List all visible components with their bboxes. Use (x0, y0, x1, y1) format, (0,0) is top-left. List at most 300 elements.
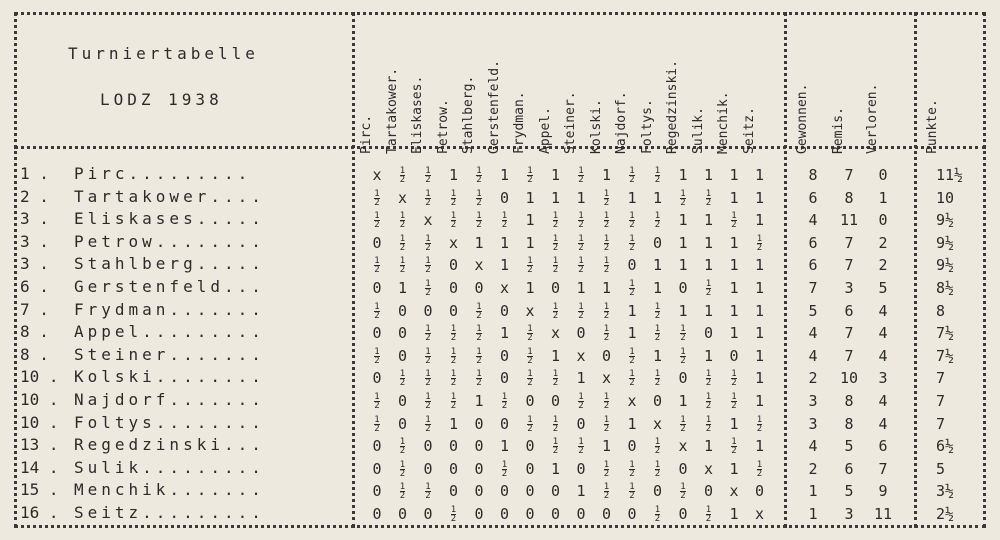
half-point-glyph: $\frac{1}{2}$ (399, 437, 406, 457)
result-cell: 0 (678, 505, 688, 523)
result-cell: 1 (754, 211, 765, 230)
half-point-glyph: $\frac{1}{2}$ (629, 233, 635, 253)
result-cell: 1 (729, 256, 739, 275)
col-header-opponent-label: Foltys. (639, 99, 655, 154)
half-point-glyph: $\frac{1}{2}$ (476, 301, 482, 321)
result-cell (545, 413, 567, 436)
half-point-glyph: $\frac{1}{2}$ (501, 211, 508, 231)
result-cell (494, 390, 516, 413)
half-point-glyph: $\frac{1}{2}$ (654, 166, 661, 185)
result-cell (596, 232, 618, 255)
result-cell: 1 (703, 256, 714, 275)
result-cell (545, 300, 567, 323)
result-cell: 0 (423, 437, 433, 456)
result-cell: x (372, 166, 382, 184)
player-row (20, 322, 350, 345)
draw-count: 7 (844, 233, 854, 252)
result-cell (443, 367, 465, 390)
draw-count: 5 (844, 482, 854, 501)
result-cell: 0 (499, 346, 510, 365)
result-cell (570, 232, 592, 255)
result-cell (723, 390, 745, 413)
result-cell (596, 254, 618, 277)
lost-count: 11 (873, 505, 893, 523)
result-cell (647, 367, 669, 390)
player-row (20, 390, 350, 413)
result-cell (672, 345, 694, 368)
won-count: 4 (808, 437, 818, 456)
half-point-glyph: $\frac{1}{2}$ (425, 233, 431, 253)
won-count: 2 (808, 459, 818, 478)
result-cell: 0 (397, 324, 408, 343)
half-point-glyph: $\frac{1}{2}$ (450, 369, 457, 389)
lost-count: 4 (878, 301, 888, 320)
result-cell (417, 254, 439, 277)
draw-count: 6 (844, 459, 854, 478)
half-point-glyph: $\frac{1}{2}$ (476, 324, 482, 344)
result-cell (366, 300, 388, 323)
result-cell: 1 (754, 301, 765, 320)
player-row (20, 458, 350, 481)
result-cell (519, 164, 541, 187)
result-cell (596, 458, 618, 481)
result-cell: 0 (372, 505, 382, 523)
result-cell: 1 (729, 233, 739, 252)
half-point-glyph: $\frac{1}{2}$ (705, 279, 712, 298)
draw-count: 10 (839, 369, 859, 388)
half-point-glyph: $\frac{1}{2}$ (705, 188, 712, 208)
result-cell: 0 (423, 505, 433, 523)
result-cell: 0 (474, 437, 484, 456)
result-cell: 1 (729, 188, 739, 207)
lost-count: 0 (878, 211, 888, 230)
half-point-glyph: $\frac{1}{2}$ (731, 392, 737, 411)
result-cell: 1 (703, 301, 714, 320)
lost-count: 4 (878, 324, 888, 343)
player-rank: 3 . (20, 209, 49, 229)
result-cell: 1 (729, 459, 739, 478)
result-cell: 0 (678, 369, 688, 388)
result-cell: 1 (652, 279, 663, 297)
half-point-glyph: $\frac{1}{2}$ (552, 369, 559, 389)
lost-count: 4 (878, 414, 888, 433)
result-cell (468, 367, 490, 390)
result-cell (443, 209, 465, 232)
result-cell (392, 209, 414, 232)
player-rank: 8 . (20, 322, 49, 342)
result-cell (647, 322, 669, 345)
half-point-glyph: $\frac{1}{2}$ (603, 324, 610, 344)
half-point-glyph: $\frac{1}{2}$ (374, 211, 380, 231)
result-cell: 1 (754, 188, 765, 207)
result-cell (672, 413, 694, 436)
half-point-glyph: $\frac{1}{2}$ (450, 346, 457, 366)
player-rank: 10 . (20, 390, 59, 409)
result-cell: 0 (372, 233, 382, 252)
result-cell (621, 164, 643, 187)
result-cell: 0 (678, 459, 688, 478)
draw-count: 8 (844, 392, 854, 410)
half-point-glyph: $\frac{1}{2}$ (731, 211, 737, 231)
half-point-glyph: $\frac{1}{2}$ (552, 437, 559, 457)
half-point-glyph: $\frac{1}{2}$ (731, 437, 737, 457)
half-point-glyph: $\frac{1}{2}$ (527, 256, 533, 276)
points-total: 7½ (936, 346, 955, 365)
result-cell: 0 (499, 369, 510, 388)
points-total: 9½ (936, 211, 955, 230)
half-point-glyph: $\frac{1}{2}$ (527, 166, 533, 185)
result-cell: 1 (678, 166, 688, 184)
result-cell (468, 187, 490, 210)
result-cell: 1 (678, 392, 688, 410)
result-cell (366, 254, 388, 277)
draw-count: 7 (844, 166, 854, 184)
result-cell (366, 209, 388, 232)
half-point-glyph: $\frac{1}{2}$ (374, 256, 380, 276)
player-row (20, 413, 350, 436)
half-point-glyph: $\frac{1}{2}$ (450, 392, 457, 411)
won-count: 3 (808, 414, 818, 433)
col-header-stat (831, 107, 862, 154)
divider-stats (914, 12, 917, 528)
half-point-glyph: $\frac{1}{2}$ (501, 459, 508, 479)
result-cell: 1 (627, 301, 637, 320)
col-header-points-label: Punkte. (925, 99, 940, 154)
player-rank: 2 . (20, 186, 49, 206)
won-count: 6 (808, 233, 818, 252)
result-cell: 0 (397, 505, 408, 523)
result-cell: 1 (729, 279, 739, 297)
result-cell: 1 (499, 437, 510, 456)
result-cell: 1 (576, 482, 586, 501)
result-cell: 1 (525, 279, 535, 297)
result-cell (596, 480, 618, 503)
result-cell (647, 435, 669, 458)
lost-count: 4 (878, 346, 888, 365)
col-header-opponent-label: Menchik. (716, 91, 731, 154)
half-point-glyph: $\frac{1}{2}$ (476, 369, 482, 389)
points-total: 8 (936, 301, 946, 320)
result-cell: 0 (652, 233, 663, 252)
result-cell: 0 (499, 482, 510, 501)
half-point-glyph: $\frac{1}{2}$ (705, 369, 712, 389)
result-cell: 0 (576, 505, 586, 523)
result-cell: x (474, 256, 484, 275)
result-cell: x (754, 505, 765, 523)
half-point-glyph: $\frac{1}{2}$ (374, 301, 380, 321)
result-cell (417, 480, 439, 503)
result-cell: 0 (576, 324, 586, 343)
result-cell (443, 187, 465, 210)
won-count: 6 (808, 188, 818, 207)
points-total: 5 (936, 459, 946, 478)
result-cell (621, 458, 643, 481)
result-cell (749, 458, 771, 481)
result-cell (392, 254, 414, 277)
half-point-glyph: $\frac{1}{2}$ (756, 233, 763, 253)
result-cell (519, 254, 541, 277)
result-cell: 0 (550, 392, 561, 410)
result-cell: 1 (397, 279, 408, 297)
player-name: Kolski........ (74, 367, 265, 387)
player-rank: 14 . (20, 457, 59, 477)
half-point-glyph: $\frac{1}{2}$ (450, 505, 457, 524)
result-cell: 1 (754, 392, 765, 410)
result-cell (723, 435, 745, 458)
col-header-opponent-label: Regedzinski. (665, 60, 680, 154)
half-point-glyph: $\frac{1}{2}$ (578, 301, 584, 321)
draw-count: 3 (844, 279, 854, 297)
result-cell: x (601, 369, 612, 388)
divider-names (352, 12, 355, 528)
half-point-glyph: $\frac{1}{2}$ (399, 166, 406, 185)
result-cell: 0 (576, 459, 586, 478)
result-cell (570, 254, 592, 277)
half-point-glyph: $\frac{1}{2}$ (578, 437, 584, 457)
won-count: 1 (808, 505, 818, 523)
half-point-glyph: $\frac{1}{2}$ (399, 482, 406, 502)
draw-count: 7 (844, 256, 854, 275)
result-cell (698, 390, 720, 413)
result-cell: 1 (576, 188, 586, 207)
half-point-glyph: $\frac{1}{2}$ (425, 369, 431, 389)
col-header-stat-label: Gewonnen. (795, 83, 810, 154)
result-cell: 1 (601, 279, 612, 297)
lost-count: 2 (878, 256, 888, 275)
half-point-glyph: $\frac{1}{2}$ (374, 188, 380, 208)
half-point-glyph: $\frac{1}{2}$ (374, 414, 380, 434)
half-point-glyph: $\frac{1}{2}$ (680, 346, 686, 366)
result-cell (596, 209, 618, 232)
half-point-glyph: $\frac{1}{2}$ (476, 188, 482, 208)
result-cell: 1 (627, 324, 637, 343)
col-header-opponent-label: Frydman. (512, 91, 527, 154)
col-header-stat (795, 83, 826, 154)
result-cell (392, 367, 414, 390)
half-point-glyph: $\frac{1}{2}$ (578, 256, 584, 276)
won-count: 5 (808, 301, 818, 320)
result-cell (417, 413, 439, 436)
half-point-glyph: $\frac{1}{2}$ (705, 414, 712, 434)
result-cell: 1 (525, 233, 535, 252)
result-cell (392, 458, 414, 481)
result-cell: 0 (448, 459, 459, 478)
half-point-glyph: $\frac{1}{2}$ (476, 166, 482, 185)
result-cell (519, 367, 541, 390)
draw-count: 5 (844, 437, 854, 456)
player-row (20, 435, 350, 458)
result-cell: 1 (703, 166, 714, 184)
half-point-glyph: $\frac{1}{2}$ (450, 188, 457, 208)
col-header-opponent-label: Stahlberg. (461, 75, 476, 154)
result-cell: 0 (499, 505, 510, 523)
points-total: 7½ (936, 324, 955, 343)
result-cell (443, 322, 465, 345)
half-point-glyph: $\frac{1}{2}$ (629, 369, 635, 389)
won-count: 3 (808, 392, 818, 410)
result-cell: 0 (627, 437, 637, 456)
lost-count: 4 (878, 392, 888, 410)
half-point-glyph: $\frac{1}{2}$ (552, 301, 559, 321)
result-cell: 0 (525, 392, 535, 410)
half-point-glyph: $\frac{1}{2}$ (629, 211, 635, 231)
player-name: Sulik......... (74, 457, 265, 477)
result-cell (417, 232, 439, 255)
points-total: 6½ (936, 437, 955, 456)
result-cell: 1 (499, 324, 510, 343)
result-cell (647, 458, 669, 481)
result-cell: 0 (550, 482, 561, 501)
result-cell (519, 413, 541, 436)
col-header-opponent-label: Eliskases. (410, 75, 425, 154)
player-name: Gerstenfeld... (74, 277, 265, 296)
result-cell: x (397, 188, 408, 207)
result-cell: 1 (729, 505, 739, 523)
lost-count: 3 (878, 369, 888, 388)
player-name: Eliskases..... (74, 209, 265, 229)
half-point-glyph: $\frac{1}{2}$ (654, 505, 661, 524)
result-cell (621, 345, 643, 368)
result-cell (698, 277, 720, 300)
result-cell (570, 164, 592, 187)
result-cell (621, 232, 643, 255)
half-point-glyph: $\frac{1}{2}$ (374, 392, 380, 411)
won-count: 7 (808, 279, 818, 297)
result-cell: 1 (550, 459, 561, 478)
half-point-glyph: $\frac{1}{2}$ (527, 346, 533, 366)
result-cell (621, 367, 643, 390)
result-cell (723, 209, 745, 232)
result-cell: 1 (729, 414, 739, 433)
result-cell (698, 187, 720, 210)
player-name: Tartakower.... (74, 186, 265, 206)
result-cell: 0 (397, 301, 408, 320)
result-cell: 0 (397, 392, 408, 410)
result-cell (596, 187, 618, 210)
lost-count: 0 (878, 166, 888, 184)
result-cell (417, 345, 439, 368)
result-cell (392, 232, 414, 255)
player-name: Seitz......... (74, 503, 265, 522)
half-point-glyph: $\frac{1}{2}$ (603, 392, 610, 411)
result-cell: 1 (601, 437, 612, 456)
player-row (20, 164, 350, 187)
points-total: 8½ (936, 279, 955, 297)
won-count: 6 (808, 256, 818, 275)
player-rank: 13 . (20, 435, 59, 455)
points-total: 2½ (936, 505, 955, 523)
result-cell (417, 277, 439, 300)
lost-count: 7 (878, 459, 888, 478)
result-cell: 0 (423, 459, 433, 478)
result-cell (417, 367, 439, 390)
half-point-glyph: $\frac{1}{2}$ (578, 233, 584, 253)
half-point-glyph: $\frac{1}{2}$ (450, 211, 457, 231)
result-cell (545, 254, 567, 277)
col-header-opponent-label: Steiner. (563, 91, 578, 154)
col-header-opponent-label: Najdorf. (614, 91, 629, 154)
half-point-glyph: $\frac{1}{2}$ (654, 459, 661, 479)
won-count: 4 (808, 346, 818, 365)
result-cell: 1 (627, 414, 637, 433)
won-count: 8 (808, 166, 818, 184)
half-point-glyph: $\frac{1}{2}$ (527, 369, 533, 389)
result-cell (468, 345, 490, 368)
result-cell (647, 209, 669, 232)
result-cell: 0 (525, 482, 535, 501)
result-cell (417, 187, 439, 210)
result-cell: 0 (372, 324, 382, 343)
col-header-opponent-label: Gerstenfeld. (486, 60, 502, 154)
won-count: 1 (808, 482, 818, 501)
divider-results (784, 12, 787, 528)
player-row (20, 209, 350, 232)
result-cell (468, 322, 490, 345)
col-header-stat-label: Remis. (831, 107, 846, 154)
col-header-stat-label: Verloren. (865, 83, 880, 154)
result-cell: 0 (474, 414, 484, 433)
result-cell (570, 390, 592, 413)
result-cell: 1 (525, 188, 535, 207)
col-header-opponent (741, 107, 773, 154)
half-point-glyph: $\frac{1}{2}$ (552, 414, 559, 434)
half-point-glyph: $\frac{1}{2}$ (680, 482, 686, 502)
half-point-glyph: $\frac{1}{2}$ (603, 414, 610, 434)
draw-count: 7 (844, 346, 854, 365)
won-count: 2 (808, 369, 818, 388)
result-cell: 0 (372, 482, 382, 501)
half-point-glyph: $\frac{1}{2}$ (425, 482, 431, 502)
result-cell: 0 (423, 301, 433, 320)
result-cell: x (550, 324, 561, 343)
points-total: 9½ (936, 256, 955, 275)
result-cell (596, 322, 618, 345)
result-cell (468, 209, 490, 232)
half-point-glyph: $\frac{1}{2}$ (527, 414, 533, 434)
result-cell (417, 322, 439, 345)
result-cell: 0 (652, 392, 663, 410)
result-cell: 1 (754, 437, 765, 456)
result-cell (570, 300, 592, 323)
player-name: Menchik....... (74, 480, 265, 500)
half-point-glyph: $\frac{1}{2}$ (552, 211, 559, 231)
half-point-glyph: $\frac{1}{2}$ (603, 256, 610, 276)
result-cell: 1 (499, 256, 510, 275)
half-point-glyph: $\frac{1}{2}$ (399, 369, 406, 389)
half-point-glyph: $\frac{1}{2}$ (629, 346, 635, 366)
draw-count: 6 (844, 301, 854, 320)
player-rank: 7 . (20, 299, 49, 319)
half-point-glyph: $\frac{1}{2}$ (680, 188, 686, 208)
half-point-glyph: $\frac{1}{2}$ (731, 369, 737, 389)
result-cell: 0 (474, 505, 484, 523)
result-cell (392, 435, 414, 458)
half-point-glyph: $\frac{1}{2}$ (425, 346, 431, 366)
result-cell: 1 (678, 301, 688, 320)
col-header-opponent-label: Kolski. (588, 99, 604, 154)
result-cell: 1 (474, 233, 484, 252)
points-total: 9½ (936, 233, 955, 252)
result-cell: 1 (627, 188, 637, 207)
half-point-glyph: $\frac{1}{2}$ (527, 324, 533, 344)
player-row (20, 232, 350, 255)
result-cell: 1 (499, 166, 510, 184)
half-point-glyph: $\frac{1}{2}$ (425, 188, 431, 208)
draw-count: 7 (844, 324, 854, 343)
result-cell: 0 (703, 324, 714, 343)
result-cell: 0 (499, 301, 510, 320)
result-cell: 0 (525, 437, 535, 456)
